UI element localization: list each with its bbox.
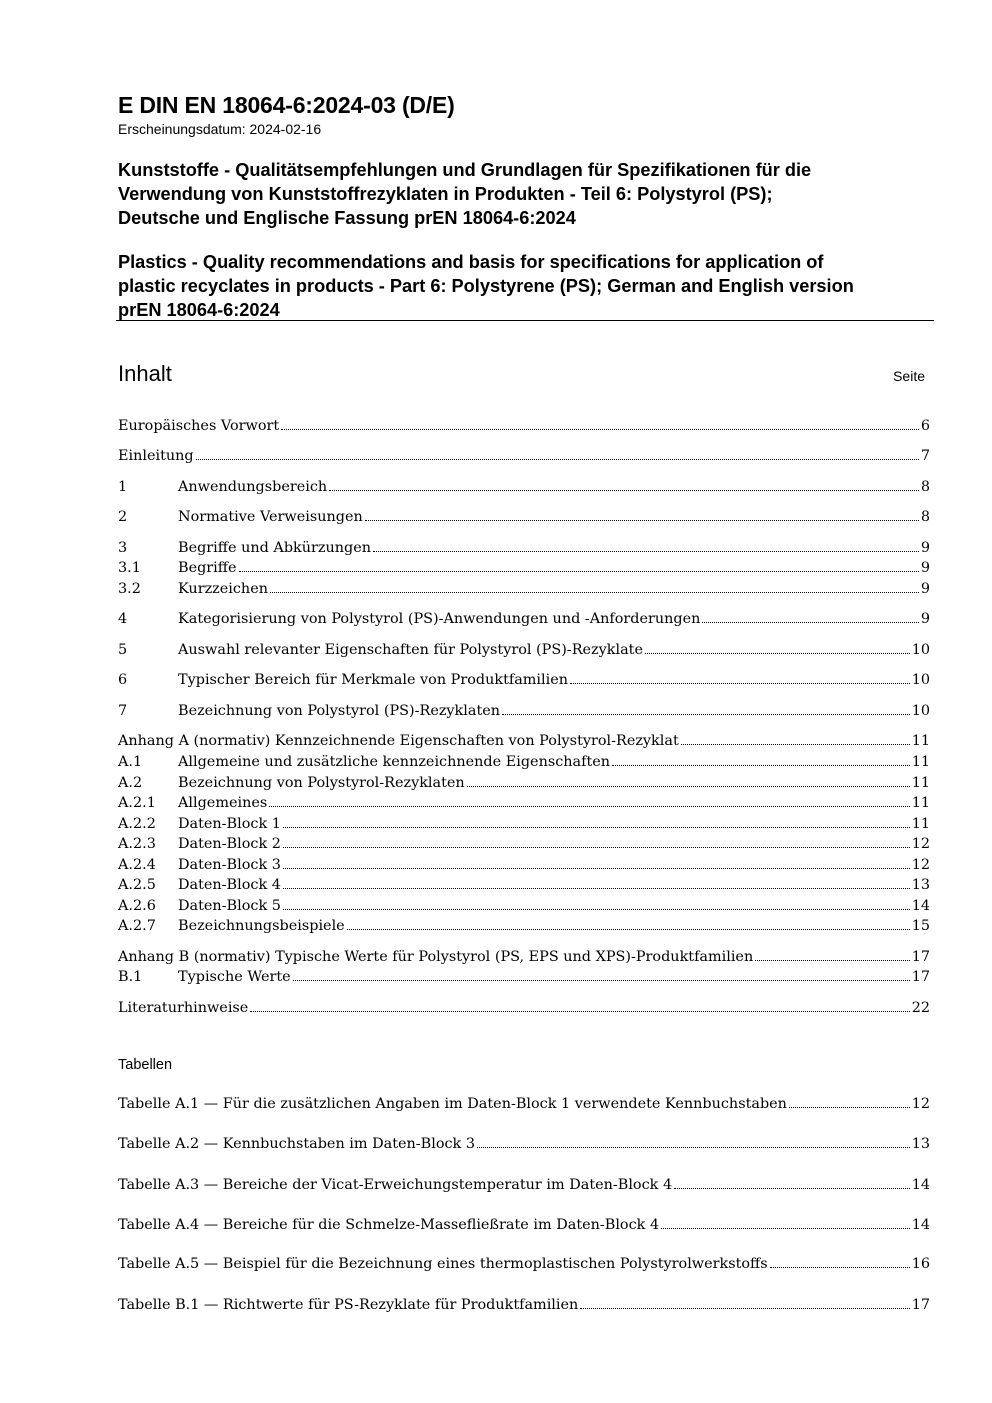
toc-entry-number: 6: [118, 672, 128, 688]
toc-entry[interactable]: [118, 672, 930, 692]
toc-leader: [502, 714, 910, 715]
title-german: [118, 158, 938, 230]
toc-entry-title: Kurzzeichen: [178, 581, 268, 597]
toc-leader: [250, 1011, 909, 1012]
toc-entry-page: 10: [911, 642, 930, 658]
toc-leader: [281, 429, 919, 430]
toc-entry-title: Typischer Bereich für Merkmale von Produktfamilien: [178, 672, 569, 688]
toc-entry-number: 3.2: [118, 581, 141, 597]
toc-entry[interactable]: [118, 581, 930, 601]
toc-entry-page: 11: [911, 775, 930, 791]
title-english-line: prEN 18064-6:2024: [118, 300, 280, 320]
toc-entry[interactable]: [118, 949, 930, 969]
toc-entry[interactable]: [118, 857, 930, 877]
toc-leader: [645, 653, 910, 654]
toc-entry-title: Daten-Block 3: [178, 857, 281, 873]
toc-entry-title: Daten-Block 5: [178, 898, 281, 914]
toc-entry-number: 7: [118, 703, 128, 719]
title-english-line: Plastics - Quality recommendations and basis for specifications for application of: [118, 252, 824, 272]
toc-entry[interactable]: [118, 540, 930, 560]
toc-entry-page: 9: [920, 560, 930, 576]
toc-entry-page: 8: [920, 509, 930, 525]
table-list-entry[interactable]: [118, 1136, 930, 1156]
toc-entry[interactable]: [118, 479, 930, 499]
table-list-entry[interactable]: [118, 1217, 930, 1237]
toc-leader: [467, 786, 910, 787]
toc-entry-number: A.1: [118, 754, 143, 770]
toc-entry-page: 10: [911, 703, 930, 719]
table-entry-page: 17: [911, 1297, 930, 1313]
toc-entry-page: 11: [911, 816, 930, 832]
toc-heading: Inhalt: [118, 361, 172, 386]
toc-entry-page: 17: [911, 969, 930, 985]
toc-entry-title: Begriffe und Abkürzungen: [178, 540, 372, 556]
toc-entry[interactable]: [118, 877, 930, 897]
table-entry-title: Tabelle A.3 — Bereiche der Vicat-Erweichungstemperatur im Daten-Block 4: [118, 1177, 673, 1193]
table-entry-title: Tabelle A.5 — Beispiel für die Bezeichnung eines thermoplastischen Polystyrolwerkstoffs: [118, 1256, 768, 1272]
toc-entry[interactable]: [118, 703, 930, 723]
toc-entry-title: Bezeichnungsbeispiele: [178, 918, 345, 934]
toc-leader: [789, 1107, 910, 1108]
toc-entry-number: A.2.6: [118, 898, 156, 914]
toc-leader: [702, 622, 918, 623]
toc-leader: [239, 571, 919, 572]
toc-entry-number: A.2.7: [118, 918, 156, 934]
toc-entry-page: 8: [920, 479, 930, 495]
toc-entry-page: 22: [911, 1000, 930, 1016]
toc-entry-page: 10: [911, 672, 930, 688]
toc-entry-number: B.1: [118, 969, 143, 985]
toc-entry[interactable]: [118, 816, 930, 836]
toc-entry-number: A.2: [118, 775, 143, 791]
toc-leader: [283, 847, 910, 848]
toc-entry-title: Anwendungsbereich: [178, 479, 328, 495]
table-list-entry[interactable]: [118, 1256, 930, 1276]
toc-entry-title: Anhang B (normativ) Typische Werte für Polystyrol (PS, EPS und XPS)-Produktfamilien: [118, 949, 754, 965]
toc-entry-page: 11: [911, 795, 930, 811]
table-entry-title: Tabelle A.2 — Kennbuchstaben im Daten-Block 3: [118, 1136, 476, 1152]
toc-entry-title: Daten-Block 4: [178, 877, 281, 893]
title-english: [118, 250, 938, 322]
toc-entry-title: Auswahl relevanter Eigenschaften für Polystyrol (PS)-Rezyklate: [178, 642, 643, 658]
toc-leader: [347, 929, 910, 930]
toc-entry[interactable]: [118, 836, 930, 856]
document-id: E DIN EN 18064-6:2024-03 (D/E): [118, 92, 455, 118]
toc-entry[interactable]: [118, 509, 930, 529]
toc-leader: [329, 490, 919, 491]
toc-entry-title: Allgemeine und zusätzliche kennzeichnende Eigenschaften: [178, 754, 611, 770]
toc-leader: [270, 592, 919, 593]
toc-entry-title: Bezeichnung von Polystyrol (PS)-Rezyklaten: [178, 703, 501, 719]
toc-entry-title: Allgemeines: [178, 795, 268, 811]
toc-entry-page: 11: [911, 754, 930, 770]
toc-entry-page: 6: [920, 418, 930, 434]
toc-entry[interactable]: [118, 560, 930, 580]
table-entry-page: 16: [911, 1256, 930, 1272]
title-german-line: Deutsche und Englische Fassung prEN 18064-6:2024: [118, 208, 576, 228]
toc-entry-title: Europäisches Vorwort: [118, 418, 280, 434]
toc-entry-page: 17: [911, 949, 930, 965]
toc-entry-title: Normative Verweisungen: [178, 509, 363, 525]
toc-leader: [283, 888, 910, 889]
toc-entry-page: 9: [920, 581, 930, 597]
toc-leader: [477, 1147, 910, 1148]
table-entry-page: 13: [911, 1136, 930, 1152]
toc-entry-title: Daten-Block 1: [178, 816, 281, 832]
title-german-line: Kunststoffe - Qualitätsempfehlungen und Grundlagen für Spezifikationen für die: [118, 160, 812, 180]
table-entry-title: Tabelle A.1 — Für die zusätzlichen Angaben im Daten-Block 1 verwendete Kennbuchstaben: [118, 1096, 787, 1112]
toc-entry-title: Anhang A (normativ) Kennzeichnende Eigenschaften von Polystyrol-Rezyklat: [118, 733, 679, 749]
toc-entry[interactable]: [118, 754, 930, 774]
toc-leader: [661, 1228, 910, 1229]
toc-entry-title: Daten-Block 2: [178, 836, 281, 852]
toc-entry[interactable]: [118, 418, 930, 438]
toc-leader: [373, 551, 919, 552]
toc-leader: [755, 960, 909, 961]
toc-entry-number: A.2.4: [118, 857, 156, 873]
toc-entry-page: 14: [911, 898, 930, 914]
table-entry-title: Tabelle A.4 — Bereiche für die Schmelze-Massefließrate im Daten-Block 4: [118, 1217, 660, 1233]
toc-leader: [674, 1188, 910, 1189]
title-divider: [116, 320, 934, 321]
toc-entry-number: 2: [118, 509, 128, 525]
toc-leader: [681, 744, 910, 745]
toc-entry-title: Kategorisierung von Polystyrol (PS)-Anwendungen und -Anforderungen: [178, 611, 701, 627]
tables-heading: Tabellen: [118, 1057, 173, 1073]
table-entry-title: Tabelle B.1 — Richtwerte für PS-Rezyklate für Produktfamilien: [118, 1297, 579, 1313]
toc-leader: [283, 827, 910, 828]
table-list-entry[interactable]: [118, 1177, 930, 1197]
toc-entry[interactable]: [118, 642, 930, 662]
toc-leader: [283, 909, 910, 910]
toc-entry-number: 3: [118, 540, 128, 556]
toc-leader: [365, 520, 919, 521]
toc-entry-page: 7: [920, 448, 930, 464]
toc-entry-title: Literaturhinweise: [118, 1000, 249, 1016]
toc-leader: [196, 459, 919, 460]
toc-entry[interactable]: [118, 448, 930, 468]
toc-entry[interactable]: [118, 1000, 930, 1020]
toc-entry-title: Bezeichnung von Polystyrol-Rezyklaten: [178, 775, 465, 791]
table-entry-page: 14: [911, 1177, 930, 1193]
toc-entry-title: Einleitung: [118, 448, 194, 464]
toc-entry-number: 3.1: [118, 560, 141, 576]
toc-leader: [612, 765, 910, 766]
toc-entry-page: 9: [920, 611, 930, 627]
toc-entry-page: 12: [911, 836, 930, 852]
toc-entry-page: 9: [920, 540, 930, 556]
toc-entry-number: A.2.3: [118, 836, 156, 852]
toc-entry[interactable]: [118, 898, 930, 918]
toc-entry-number: A.2.1: [118, 795, 156, 811]
toc-entry[interactable]: [118, 775, 930, 795]
toc-entry-page: 15: [911, 918, 930, 934]
toc-entry-page: 13: [911, 877, 930, 893]
toc-entry-number: 1: [118, 479, 128, 495]
toc-entry[interactable]: [118, 969, 930, 989]
table-list-entry[interactable]: [118, 1096, 930, 1116]
table-entry-page: 12: [911, 1096, 930, 1112]
toc-entry-number: 4: [118, 611, 128, 627]
toc-leader: [293, 980, 910, 981]
toc-entry-title: Begriffe: [178, 560, 237, 576]
toc-leader: [770, 1267, 910, 1268]
toc-entry-number: A.2.2: [118, 816, 156, 832]
toc-leader: [269, 806, 909, 807]
toc-entry[interactable]: [118, 733, 930, 753]
toc-entry-page: 12: [911, 857, 930, 873]
toc-entry[interactable]: [118, 918, 930, 938]
title-german-line: Verwendung von Kunststoffrezyklaten in Produkten - Teil 6: Polystyrol (PS);: [118, 184, 773, 204]
title-english-line: plastic recyclates in products - Part 6: Polystyrene (PS); German and English version: [118, 276, 854, 296]
toc-entry[interactable]: [118, 795, 930, 815]
publication-date: Erscheinungsdatum: 2024-02-16: [118, 121, 322, 137]
toc-leader: [283, 868, 910, 869]
table-list-entry[interactable]: [118, 1297, 930, 1317]
toc-entry[interactable]: [118, 611, 930, 631]
toc-page-label: Seite: [893, 368, 925, 384]
toc-entry-title: Typische Werte: [178, 969, 291, 985]
toc-leader: [570, 683, 910, 684]
toc-entry-page: 11: [911, 733, 930, 749]
toc-entry-number: A.2.5: [118, 877, 156, 893]
toc-entry-number: 5: [118, 642, 128, 658]
table-entry-page: 14: [911, 1217, 930, 1233]
toc-leader: [580, 1308, 909, 1309]
